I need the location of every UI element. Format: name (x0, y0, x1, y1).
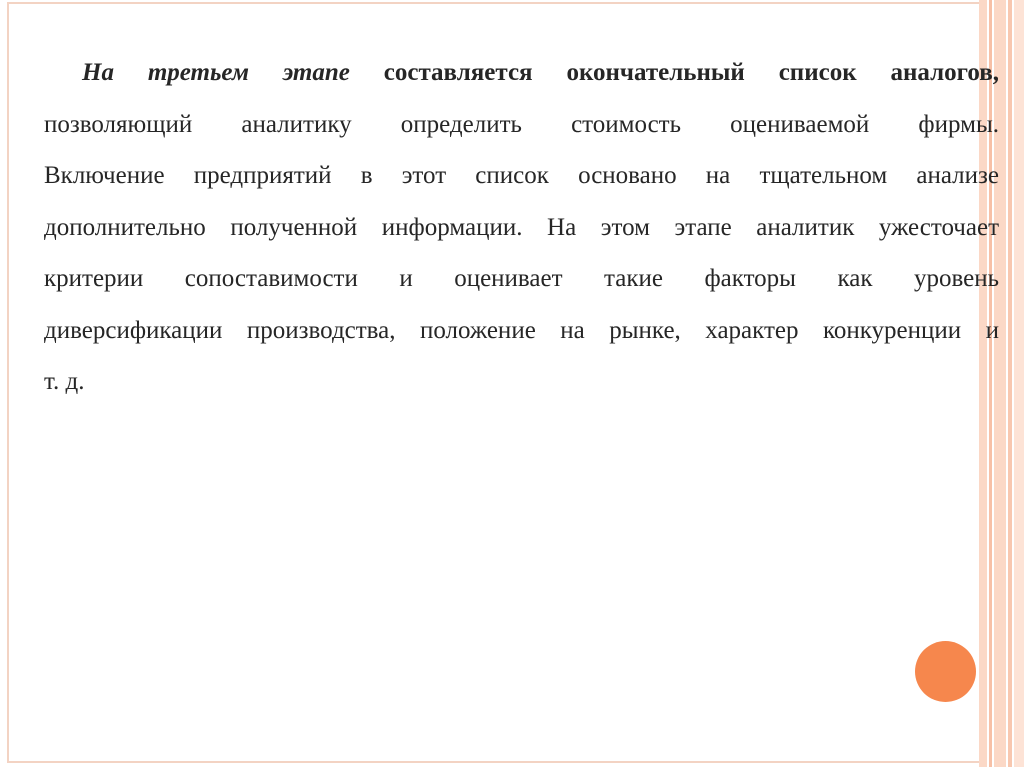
stripe (1014, 0, 1024, 767)
bold-text: составляется окончательный список аналогов, (349, 59, 999, 86)
emphasis-text: На третьем этапе (82, 59, 350, 86)
slide-body-text (44, 47, 999, 408)
text-line (44, 47, 999, 99)
text-line: Включение предприятий в этот список основано на тщательном анализе (44, 162, 999, 189)
text-line: т. д. (44, 368, 85, 395)
text-line: диверсификации производства, положение на рынке, характер конкуренции и (44, 316, 999, 344)
orange-circle-icon (915, 641, 976, 702)
text-line: критерии сопоставимости и оценивает такие факторы как уровень (44, 265, 999, 292)
stripe (1008, 0, 1012, 767)
text-line: позволяющий аналитику определить стоимость оцениваемой фирмы. (44, 110, 999, 138)
text-line: дополнительно полученной информации. На этом этапе аналитик ужесточает (44, 213, 999, 241)
